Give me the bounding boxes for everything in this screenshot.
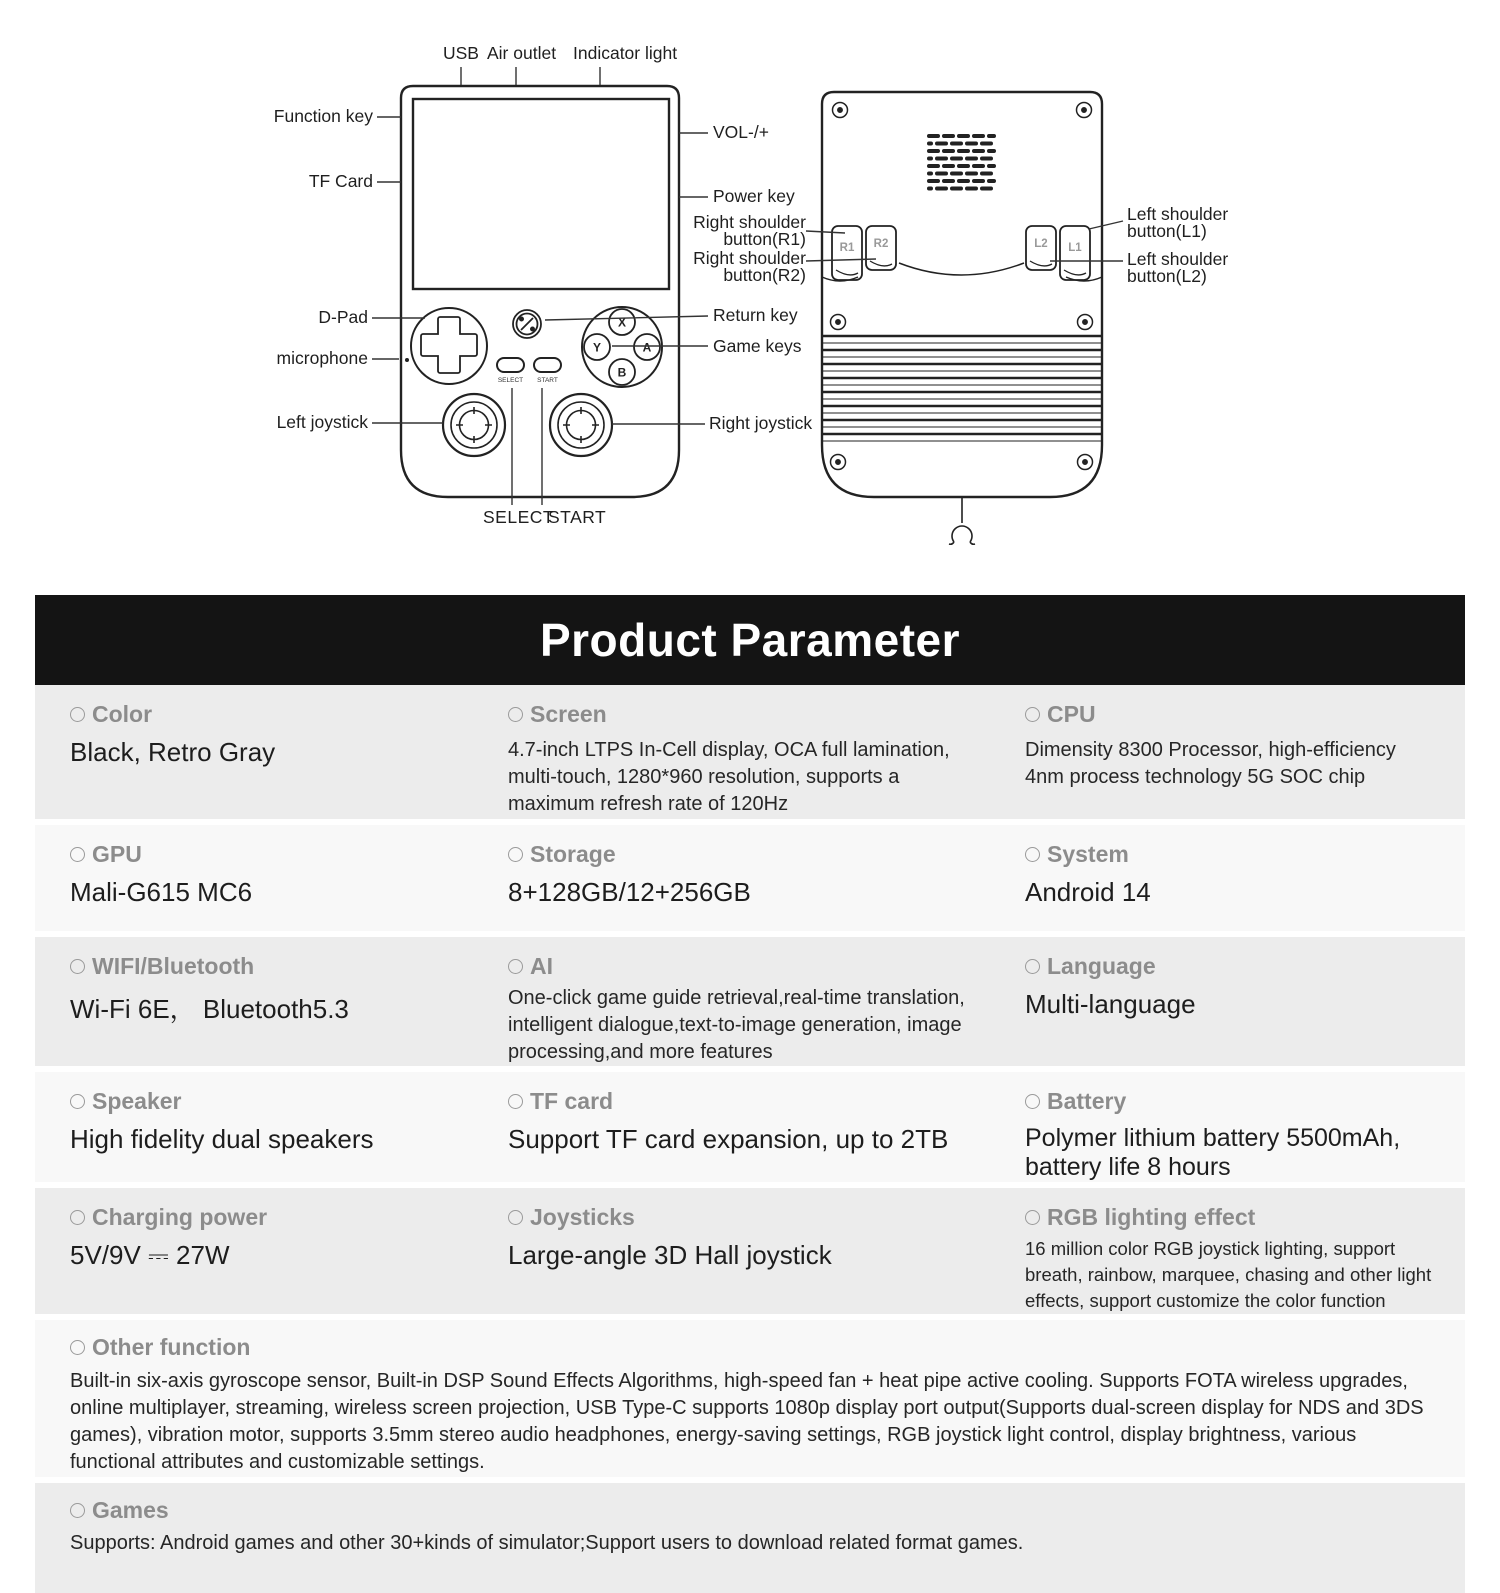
spec-label — [1025, 1204, 1437, 1231]
spec-value: Dimensity 8300 Processor, high-efficiency 4nm process technology 5G SOC chip — [1025, 739, 1396, 789]
spec-label — [70, 841, 445, 868]
label-right-shoulder-r1 — [693, 214, 806, 248]
bullet-ring-icon — [70, 847, 85, 862]
select-start-pills — [497, 358, 561, 372]
spec-label — [70, 1088, 445, 1115]
spec-color — [35, 685, 473, 819]
spec-value: Polymer lithium battery 5500mAh, battery life 8 hours — [1025, 1124, 1401, 1182]
spec-label — [1025, 841, 1437, 868]
spec-rgb-lighting — [990, 1188, 1465, 1314]
spec-label-text: AI — [530, 952, 553, 979]
spec-label — [508, 953, 984, 980]
spec-label-text: Screen — [530, 701, 607, 727]
spec-label — [1025, 953, 1437, 980]
spec-joysticks — [473, 1188, 990, 1314]
spec-label — [508, 841, 984, 868]
label-vol: VOL-/+ — [713, 122, 769, 142]
label-start: START — [548, 507, 607, 527]
spec-value: 16 million color RGB joystick lighting, support breath, rainbow, marquee, chasing and other light effects, support customize the color function — [1025, 1238, 1432, 1311]
bullet-ring-icon — [508, 1210, 523, 1225]
label-r2-line2: button(R2) — [723, 265, 806, 285]
shoulder-button-letters — [840, 238, 1083, 254]
label-l1-line1: Left shoulder — [1127, 204, 1229, 224]
spec-label-text: Language — [1047, 952, 1156, 979]
spec-row-2 — [35, 825, 1465, 931]
start-caption: START — [537, 377, 558, 384]
spec-value: Black, Retro Gray — [70, 737, 276, 767]
spec-system — [990, 825, 1465, 931]
l1-label: L1 — [1068, 242, 1082, 254]
spec-label-text: Speaker — [92, 1088, 182, 1115]
bullet-ring-icon — [1025, 1210, 1040, 1225]
card-title: Product Parameter — [35, 595, 1465, 685]
label-function-key: Function key — [273, 106, 373, 126]
bullet-ring-icon — [70, 1210, 85, 1225]
spec-value: High fidelity dual speakers — [70, 1124, 374, 1155]
front-device-outline — [401, 86, 679, 497]
spec-value: Large-angle 3D Hall joystick — [508, 1240, 832, 1271]
bullet-ring-icon — [70, 959, 85, 974]
spec-charging-power — [35, 1188, 473, 1314]
button-a-label: A — [642, 340, 652, 355]
r2-label: R2 — [873, 238, 889, 250]
spec-label — [508, 701, 984, 728]
pill-captions — [498, 377, 558, 384]
spec-value: 4.7-inch LTPS In-Cell display, OCA full lamination, multi-touch, 1280*960 resolution, supports a maximum refresh rate of 120Hz — [508, 739, 950, 816]
heatsink-fins — [822, 336, 1102, 441]
spec-value: Support TF card expansion, up to 2TB — [508, 1124, 949, 1155]
label-left-shoulder-l1 — [1127, 206, 1228, 240]
spec-label — [70, 953, 445, 980]
spec-label — [70, 1334, 1430, 1361]
right-joystick — [550, 394, 612, 456]
spec-label-text: CPU — [1047, 701, 1096, 727]
bullet-ring-icon — [508, 847, 523, 862]
product-parameter-card — [35, 595, 1465, 1593]
label-indicator-light: Indicator light — [573, 43, 678, 63]
label-l2-line1: Left shoulder — [1127, 249, 1229, 269]
bullet-ring-icon — [70, 1340, 85, 1355]
spec-screen — [473, 685, 990, 819]
bullet-ring-icon — [70, 1094, 85, 1109]
label-power-key: Power key — [713, 186, 795, 206]
spec-label-text: Color — [92, 701, 153, 727]
label-left-shoulder-l2 — [1127, 251, 1228, 285]
spec-label-text: Joysticks — [530, 1204, 635, 1231]
spec-language — [990, 937, 1465, 1067]
label-tf-card: TF Card — [308, 171, 373, 191]
spec-label-text: Storage — [530, 840, 616, 867]
label-air-outlet: Air outlet — [487, 43, 557, 63]
select-pill — [497, 358, 524, 372]
vent-grille — [929, 136, 994, 189]
spec-value: Supports: Android games and other 30+kinds of simulator;Support users to download related format games. — [70, 1531, 1024, 1554]
bullet-ring-icon — [1025, 959, 1040, 974]
d-pad — [411, 308, 487, 384]
r1-label: R1 — [839, 242, 855, 254]
spec-value: Mali-G615 MC6 — [70, 876, 253, 907]
spec-row-4 — [35, 1072, 1465, 1182]
label-return-key: Return key — [713, 305, 798, 325]
spec-speaker — [35, 1072, 473, 1182]
button-b-label: B — [617, 365, 627, 380]
l2-label: L2 — [1034, 238, 1048, 250]
select-caption: SELECT — [497, 377, 524, 384]
spec-label-text: Battery — [1047, 1088, 1127, 1115]
label-game-keys: Game keys — [713, 336, 802, 356]
spec-label — [1025, 1088, 1437, 1115]
start-pill — [534, 358, 561, 372]
label-l1-line2: button(L1) — [1127, 221, 1207, 241]
spec-value: Multi-language — [1025, 988, 1196, 1019]
microphone-hole — [405, 358, 409, 362]
spec-row-5 — [35, 1188, 1465, 1314]
spec-value: Android 14 — [1025, 876, 1151, 907]
spec-label-text: Other function — [92, 1333, 251, 1360]
spec-label — [508, 1204, 984, 1231]
label-d-pad: D-Pad — [318, 307, 368, 327]
spec-wifi-bluetooth — [35, 937, 473, 1067]
spec-label — [70, 1204, 445, 1231]
bullet-ring-icon — [508, 1094, 523, 1109]
label-r2-line1: Right shoulder — [693, 248, 806, 268]
label-left-joystick: Left joystick — [276, 412, 368, 432]
label-l2-line2: button(L2) — [1127, 266, 1207, 286]
button-y-label: Y — [592, 340, 602, 355]
bullet-ring-icon — [1025, 847, 1040, 862]
bullet-ring-icon — [508, 959, 523, 974]
spec-row-games — [35, 1483, 1465, 1593]
shoulder-buttons — [832, 226, 1090, 280]
left-joystick — [443, 394, 505, 456]
spec-ai — [473, 937, 990, 1067]
label-r1-line1: Right shoulder — [693, 212, 806, 232]
spec-label — [70, 701, 445, 728]
spec-label-text: TF card — [530, 1088, 614, 1115]
bullet-ring-icon — [70, 707, 85, 722]
spec-row-other-function — [35, 1320, 1465, 1477]
spec-cpu — [990, 685, 1465, 819]
bullet-ring-icon — [70, 1503, 85, 1518]
bullet-ring-icon — [508, 707, 523, 722]
label-microphone: microphone — [276, 348, 368, 368]
headphone-jack-icon — [949, 497, 975, 544]
screen — [413, 99, 669, 289]
bullet-ring-icon — [1025, 1094, 1040, 1109]
spec-label-text: Games — [92, 1496, 169, 1523]
spec-label — [1025, 701, 1437, 728]
button-x-label: X — [617, 315, 627, 330]
label-select: SELECT — [483, 507, 555, 527]
spec-label-text: GPU — [92, 840, 142, 867]
bullet-ring-icon — [1025, 707, 1040, 722]
spec-value: Built-in six-axis gyroscope sensor, Built-in DSP Sound Effects Algorithms, high-speed fan + heat pipe active cooling. Supports FOTA wireless upgrades, online multiplayer, streaming, wireless screen projection, USB Type-C supports 1080p display port output(Supports dual-screen display for NDS and 3DS games), vibration motor, supports 3.5mm stereo audio headphones, energy-saving settings, RGB joystick light control, display brightness, various functional attributes and customizable settings. — [70, 1369, 1424, 1474]
device-diagram-area — [0, 0, 1500, 560]
label-right-shoulder-r2 — [693, 250, 806, 284]
spec-storage — [473, 825, 990, 931]
spec-tf-card — [473, 1072, 990, 1182]
spec-row-1 — [35, 685, 1465, 819]
spec-value: 8+128GB/12+256GB — [508, 876, 751, 907]
label-right-joystick: Right joystick — [709, 413, 813, 433]
spec-value: Wi-Fi 6E， Bluetooth5.3 — [70, 993, 349, 1024]
label-r1-line2: button(R1) — [723, 229, 806, 249]
spec-label-text: WIFI/Bluetooth — [92, 952, 255, 979]
spec-battery — [990, 1072, 1465, 1182]
spec-label — [508, 1088, 984, 1115]
function-button — [513, 310, 541, 338]
spec-label — [70, 1497, 1430, 1524]
spec-label-text: RGB lighting effect — [1047, 1204, 1256, 1231]
spec-gpu — [35, 825, 473, 931]
spec-value: 5V/9V ⎓ 27W — [70, 1240, 230, 1271]
label-usb: USB — [443, 43, 479, 63]
spec-row-3 — [35, 937, 1465, 1067]
spec-label-text: System — [1047, 840, 1129, 867]
game-key-letters — [593, 316, 652, 380]
spec-value: One-click game guide retrieval,real-time translation, intelligent dialogue,text-to-image generation, image processing,and more features — [508, 986, 965, 1063]
spec-label-text: Charging power — [92, 1204, 268, 1231]
